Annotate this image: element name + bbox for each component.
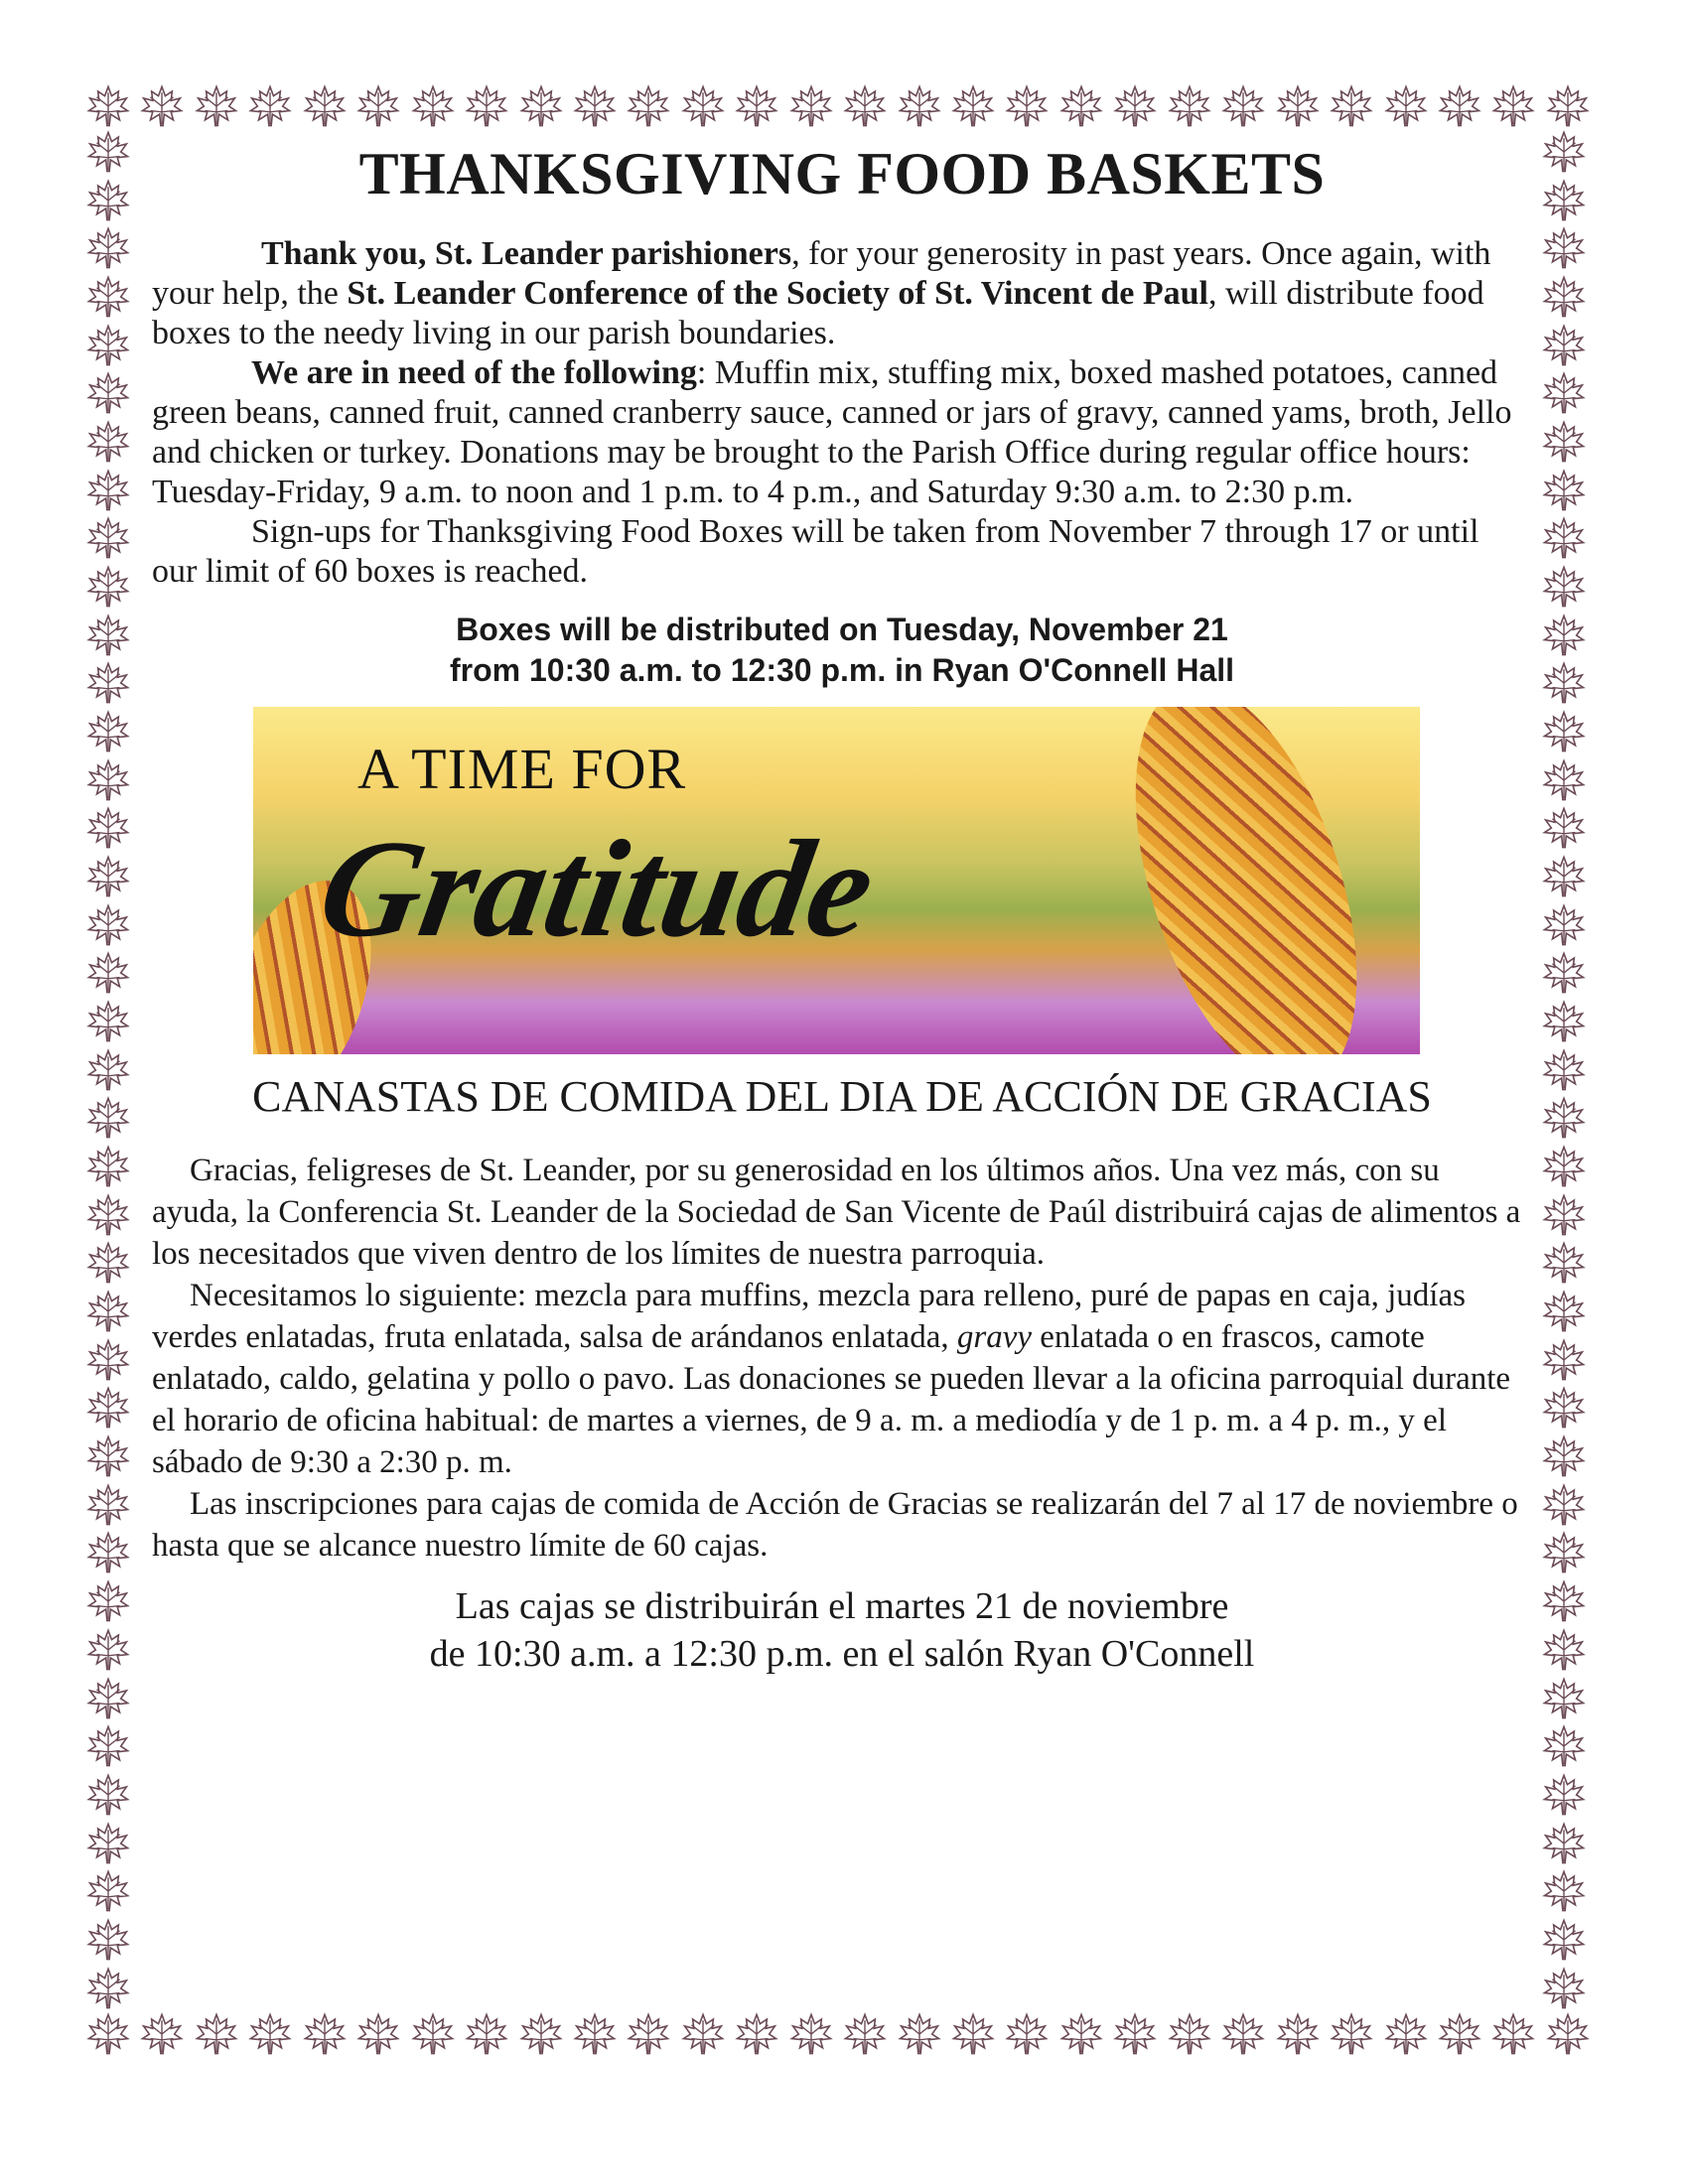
maple-leaf-icon [1329, 2011, 1374, 2057]
maple-leaf-icon [680, 2011, 726, 2057]
maple-leaf-icon [1437, 2011, 1482, 2057]
leaf-border-top [85, 83, 1591, 129]
maple-leaf-icon [247, 83, 293, 129]
maple-leaf-icon [464, 2011, 509, 2057]
maple-leaf-icon [1383, 83, 1429, 129]
maple-leaf-icon [1541, 1433, 1589, 1479]
maple-leaf-icon [1541, 370, 1589, 416]
maple-leaf-icon [85, 225, 133, 271]
maple-leaf-icon [85, 274, 133, 320]
maple-leaf-icon [1541, 274, 1589, 320]
maple-leaf-icon [1541, 468, 1589, 513]
maple-leaf-icon [734, 2011, 779, 2057]
maple-leaf-icon [85, 1530, 133, 1575]
distribution-line-1: Las cajas se distribuirán el martes 21 de noviembre [455, 1585, 1229, 1627]
english-title: THANKSGIVING FOOD BASKETS [358, 141, 1326, 206]
maple-leaf-icon [85, 1482, 133, 1528]
maple-leaf-icon [355, 83, 401, 129]
maple-leaf-icon [1541, 1289, 1589, 1334]
maple-leaf-icon [1541, 709, 1589, 754]
english-paragraph-3: Sign-ups for Thanksgiving Food Boxes will be taken from November 7 through 17 or until our limit of 60 boxes is reached. [152, 513, 1479, 590]
maple-leaf-icon [85, 419, 133, 465]
maple-leaf-icon [85, 1337, 133, 1383]
maple-leaf-icon [85, 1047, 133, 1093]
maple-leaf-icon [1541, 950, 1589, 996]
maple-leaf-icon [85, 1917, 133, 1963]
maple-leaf-icon [85, 1240, 133, 1286]
maple-leaf-icon [85, 1627, 133, 1673]
maple-leaf-icon [85, 999, 133, 1044]
maple-leaf-icon [85, 1821, 133, 1866]
maple-leaf-icon [788, 83, 834, 129]
maple-leaf-icon [85, 178, 133, 223]
maple-leaf-icon [139, 2011, 185, 2057]
english-paragraph-1 [152, 234, 1532, 353]
text: : Muffin mix, stuffing mix, boxed mashed potatoes, canned green beans, canned fruit, canned cranberry sauce, canned or jars of gravy, canned yams, broth, Jello and chicken or turkey. Donations may be brought to the Parish Office during regular office hours: Tuesday-Friday, 9 a.m. to noon and 1 p.m. to 4 p.m., and Saturday 9:30 a.m. to 2:30 p.m. [152, 354, 1512, 510]
maple-leaf-icon [1541, 1095, 1589, 1141]
maple-leaf-icon [85, 902, 133, 948]
maple-leaf-icon [1490, 2011, 1536, 2057]
bold-text: Thank you, St. Leander parishioners [261, 235, 792, 272]
maple-leaf-icon [1167, 83, 1212, 129]
maple-leaf-icon [1541, 1192, 1589, 1238]
italic-text: gravy [956, 1319, 1032, 1355]
maple-leaf-icon [1541, 515, 1589, 561]
maple-leaf-icon [302, 2011, 348, 2057]
maple-leaf-icon [302, 83, 348, 129]
maple-leaf-icon [85, 757, 133, 803]
gratitude-banner-image [253, 707, 1420, 1054]
maple-leaf-icon [1541, 902, 1589, 948]
maple-leaf-icon [572, 2011, 618, 2057]
maple-leaf-icon [85, 1385, 133, 1431]
maple-leaf-icon [85, 515, 133, 561]
maple-leaf-icon [897, 2011, 942, 2057]
maple-leaf-icon [1541, 1240, 1589, 1286]
english-distribution-notice [152, 610, 1532, 691]
maple-leaf-icon [1541, 805, 1589, 851]
maple-leaf-icon [572, 83, 618, 129]
maple-leaf-icon [85, 1868, 133, 1914]
maple-leaf-icon [85, 564, 133, 610]
maple-leaf-icon [518, 2011, 564, 2057]
maple-leaf-icon [1383, 2011, 1429, 2057]
spanish-paragraph-1: Gracias, feligreses de St. Leander, por su generosidad en los últimos años. Una vez más, con su ayuda, la Conferencia St. Leander de la Sociedad de San Vicente de Paúl distribuirá cajas de alimentos a los necesitados que viven dentro de los límites de nuestra parroquia. [152, 1153, 1521, 1272]
maple-leaf-icon [1541, 1627, 1589, 1673]
maple-leaf-icon [85, 83, 131, 129]
leaf-border-bottom [85, 2011, 1591, 2057]
maple-leaf-icon [85, 1433, 133, 1479]
maple-leaf-icon [1541, 1966, 1589, 2011]
maple-leaf-icon [1275, 83, 1321, 129]
maple-leaf-icon [1541, 1723, 1589, 1769]
maple-leaf-icon [410, 83, 456, 129]
spanish-title: CANASTAS DE COMIDA DEL DIA DE ACCIÓN DE GRACIAS [252, 1072, 1432, 1121]
maple-leaf-icon [950, 83, 996, 129]
maple-leaf-icon [1167, 2011, 1212, 2057]
maple-leaf-icon [1490, 83, 1536, 129]
maple-leaf-icon [518, 83, 564, 129]
maple-leaf-icon [194, 2011, 239, 2057]
maple-leaf-icon [85, 950, 133, 996]
maple-leaf-icon [1541, 129, 1589, 175]
maple-leaf-icon [1541, 1772, 1589, 1818]
maple-leaf-icon [1541, 757, 1589, 803]
spanish-paragraph-2 [152, 1275, 1532, 1483]
maple-leaf-icon [139, 83, 185, 129]
maple-leaf-icon [1541, 564, 1589, 610]
maple-leaf-icon [1545, 83, 1591, 129]
maple-leaf-icon [85, 1095, 133, 1141]
maple-leaf-icon [1058, 2011, 1104, 2057]
maple-leaf-icon [410, 2011, 456, 2057]
maple-leaf-icon [1541, 419, 1589, 465]
maple-leaf-icon [85, 805, 133, 851]
maple-leaf-icon [85, 1772, 133, 1818]
maple-leaf-icon [1541, 323, 1589, 368]
maple-leaf-icon [680, 83, 726, 129]
maple-leaf-icon [1329, 83, 1374, 129]
maple-leaf-icon [1112, 2011, 1158, 2057]
maple-leaf-icon [1437, 83, 1482, 129]
maple-leaf-icon [626, 83, 671, 129]
spanish-distribution-notice [152, 1582, 1532, 1678]
flyer-content [152, 139, 1532, 1678]
maple-leaf-icon [355, 2011, 401, 2057]
distribution-line-2: de 10:30 a.m. a 12:30 p.m. en el salón Ryan O'Connell [429, 1633, 1255, 1675]
maple-leaf-icon [85, 468, 133, 513]
maple-leaf-icon [1541, 1482, 1589, 1528]
maple-leaf-icon [1058, 83, 1104, 129]
maple-leaf-icon [1541, 1047, 1589, 1093]
maple-leaf-icon [194, 83, 239, 129]
maple-leaf-icon [1541, 1868, 1589, 1914]
maple-leaf-icon [734, 83, 779, 129]
maple-leaf-icon [85, 1578, 133, 1624]
maple-leaf-icon [1541, 613, 1589, 658]
maple-leaf-icon [1541, 1578, 1589, 1624]
maple-leaf-icon [85, 1676, 133, 1721]
bold-text: We are in need of the following [251, 354, 697, 391]
maple-leaf-icon [85, 323, 133, 368]
text: enlatada o en frascos, camote enlatado, caldo, gelatina y pollo o pavo. Las donaciones se pueden llevar a la oficina parroquial durante el horario de oficina habitual: de martes a viernes, de 9 a. m. a mediodía y de 1 p. m. a 4 p. m., y el sábado de 9:30 a 2:30 p. m. [152, 1319, 1511, 1480]
maple-leaf-icon [1541, 1144, 1589, 1189]
maple-leaf-icon [85, 709, 133, 754]
banner-text-line-1: A TIME FOR [357, 737, 687, 801]
maple-leaf-icon [842, 83, 888, 129]
maple-leaf-icon [626, 2011, 671, 2057]
english-body [152, 234, 1532, 592]
maple-leaf-icon [85, 1966, 133, 2011]
maple-leaf-icon [950, 2011, 996, 2057]
text: , for your generosity in past years. Once again, with your help, the [152, 235, 1491, 312]
maple-leaf-icon [1541, 1917, 1589, 1963]
maple-leaf-icon [1545, 2011, 1591, 2057]
leaf-border-left [85, 129, 133, 2011]
maple-leaf-icon [897, 83, 942, 129]
maple-leaf-icon [1112, 83, 1158, 129]
maple-leaf-icon [85, 613, 133, 658]
distribution-line-2: from 10:30 a.m. to 12:30 p.m. in Ryan O'Connell Hall [449, 652, 1235, 688]
maple-leaf-icon [85, 370, 133, 416]
maple-leaf-icon [1004, 83, 1050, 129]
maple-leaf-icon [464, 83, 509, 129]
maple-leaf-icon [1220, 2011, 1266, 2057]
maple-leaf-icon [1275, 2011, 1321, 2057]
maple-leaf-icon [1541, 854, 1589, 899]
maple-leaf-icon [1541, 178, 1589, 223]
maple-leaf-icon [788, 2011, 834, 2057]
maple-leaf-icon [1541, 1530, 1589, 1575]
banner-text-line-2: Gratitude [309, 812, 886, 966]
maple-leaf-icon [1541, 225, 1589, 271]
maple-leaf-icon [85, 1723, 133, 1769]
maple-leaf-icon [1541, 1337, 1589, 1383]
maple-leaf-icon [842, 2011, 888, 2057]
maple-leaf-icon [1541, 1385, 1589, 1431]
maple-leaf-icon [85, 1192, 133, 1238]
maple-leaf-icon [85, 660, 133, 706]
maple-leaf-icon [247, 2011, 293, 2057]
spanish-paragraph-3: Las inscripciones para cajas de comida de Acción de Gracias se realizarán del 7 al 17 de noviembre o hasta que se alcance nuestro límite de 60 cajas. [152, 1486, 1518, 1564]
maple-leaf-icon [1541, 1676, 1589, 1721]
maple-leaf-icon [85, 1289, 133, 1334]
maple-leaf-icon [1004, 2011, 1050, 2057]
leaf-border-right [1541, 129, 1589, 2011]
corn-icon [1092, 707, 1400, 1054]
maple-leaf-icon [85, 2011, 131, 2057]
maple-leaf-icon [1541, 660, 1589, 706]
text: , will distribute food boxes to the needy living in our parish boundaries. [152, 275, 1484, 351]
text: Necesitamos lo siguiente: mezcla para muffins, mezcla para relleno, puré de papas en caja, judías verdes enlatadas, fruta enlatada, salsa de arándanos enlatada, [152, 1278, 1466, 1355]
maple-leaf-icon [85, 129, 133, 175]
distribution-line-1: Boxes will be distributed on Tuesday, November 21 [456, 612, 1228, 647]
maple-leaf-icon [85, 854, 133, 899]
english-paragraph-2 [152, 353, 1532, 512]
maple-leaf-icon [1541, 999, 1589, 1044]
maple-leaf-icon [85, 1144, 133, 1189]
maple-leaf-icon [1220, 83, 1266, 129]
bold-text: St. Leander Conference of the Society of St. Vincent de Paul [347, 275, 1208, 312]
maple-leaf-icon [1541, 1821, 1589, 1866]
spanish-body [152, 1150, 1532, 1567]
